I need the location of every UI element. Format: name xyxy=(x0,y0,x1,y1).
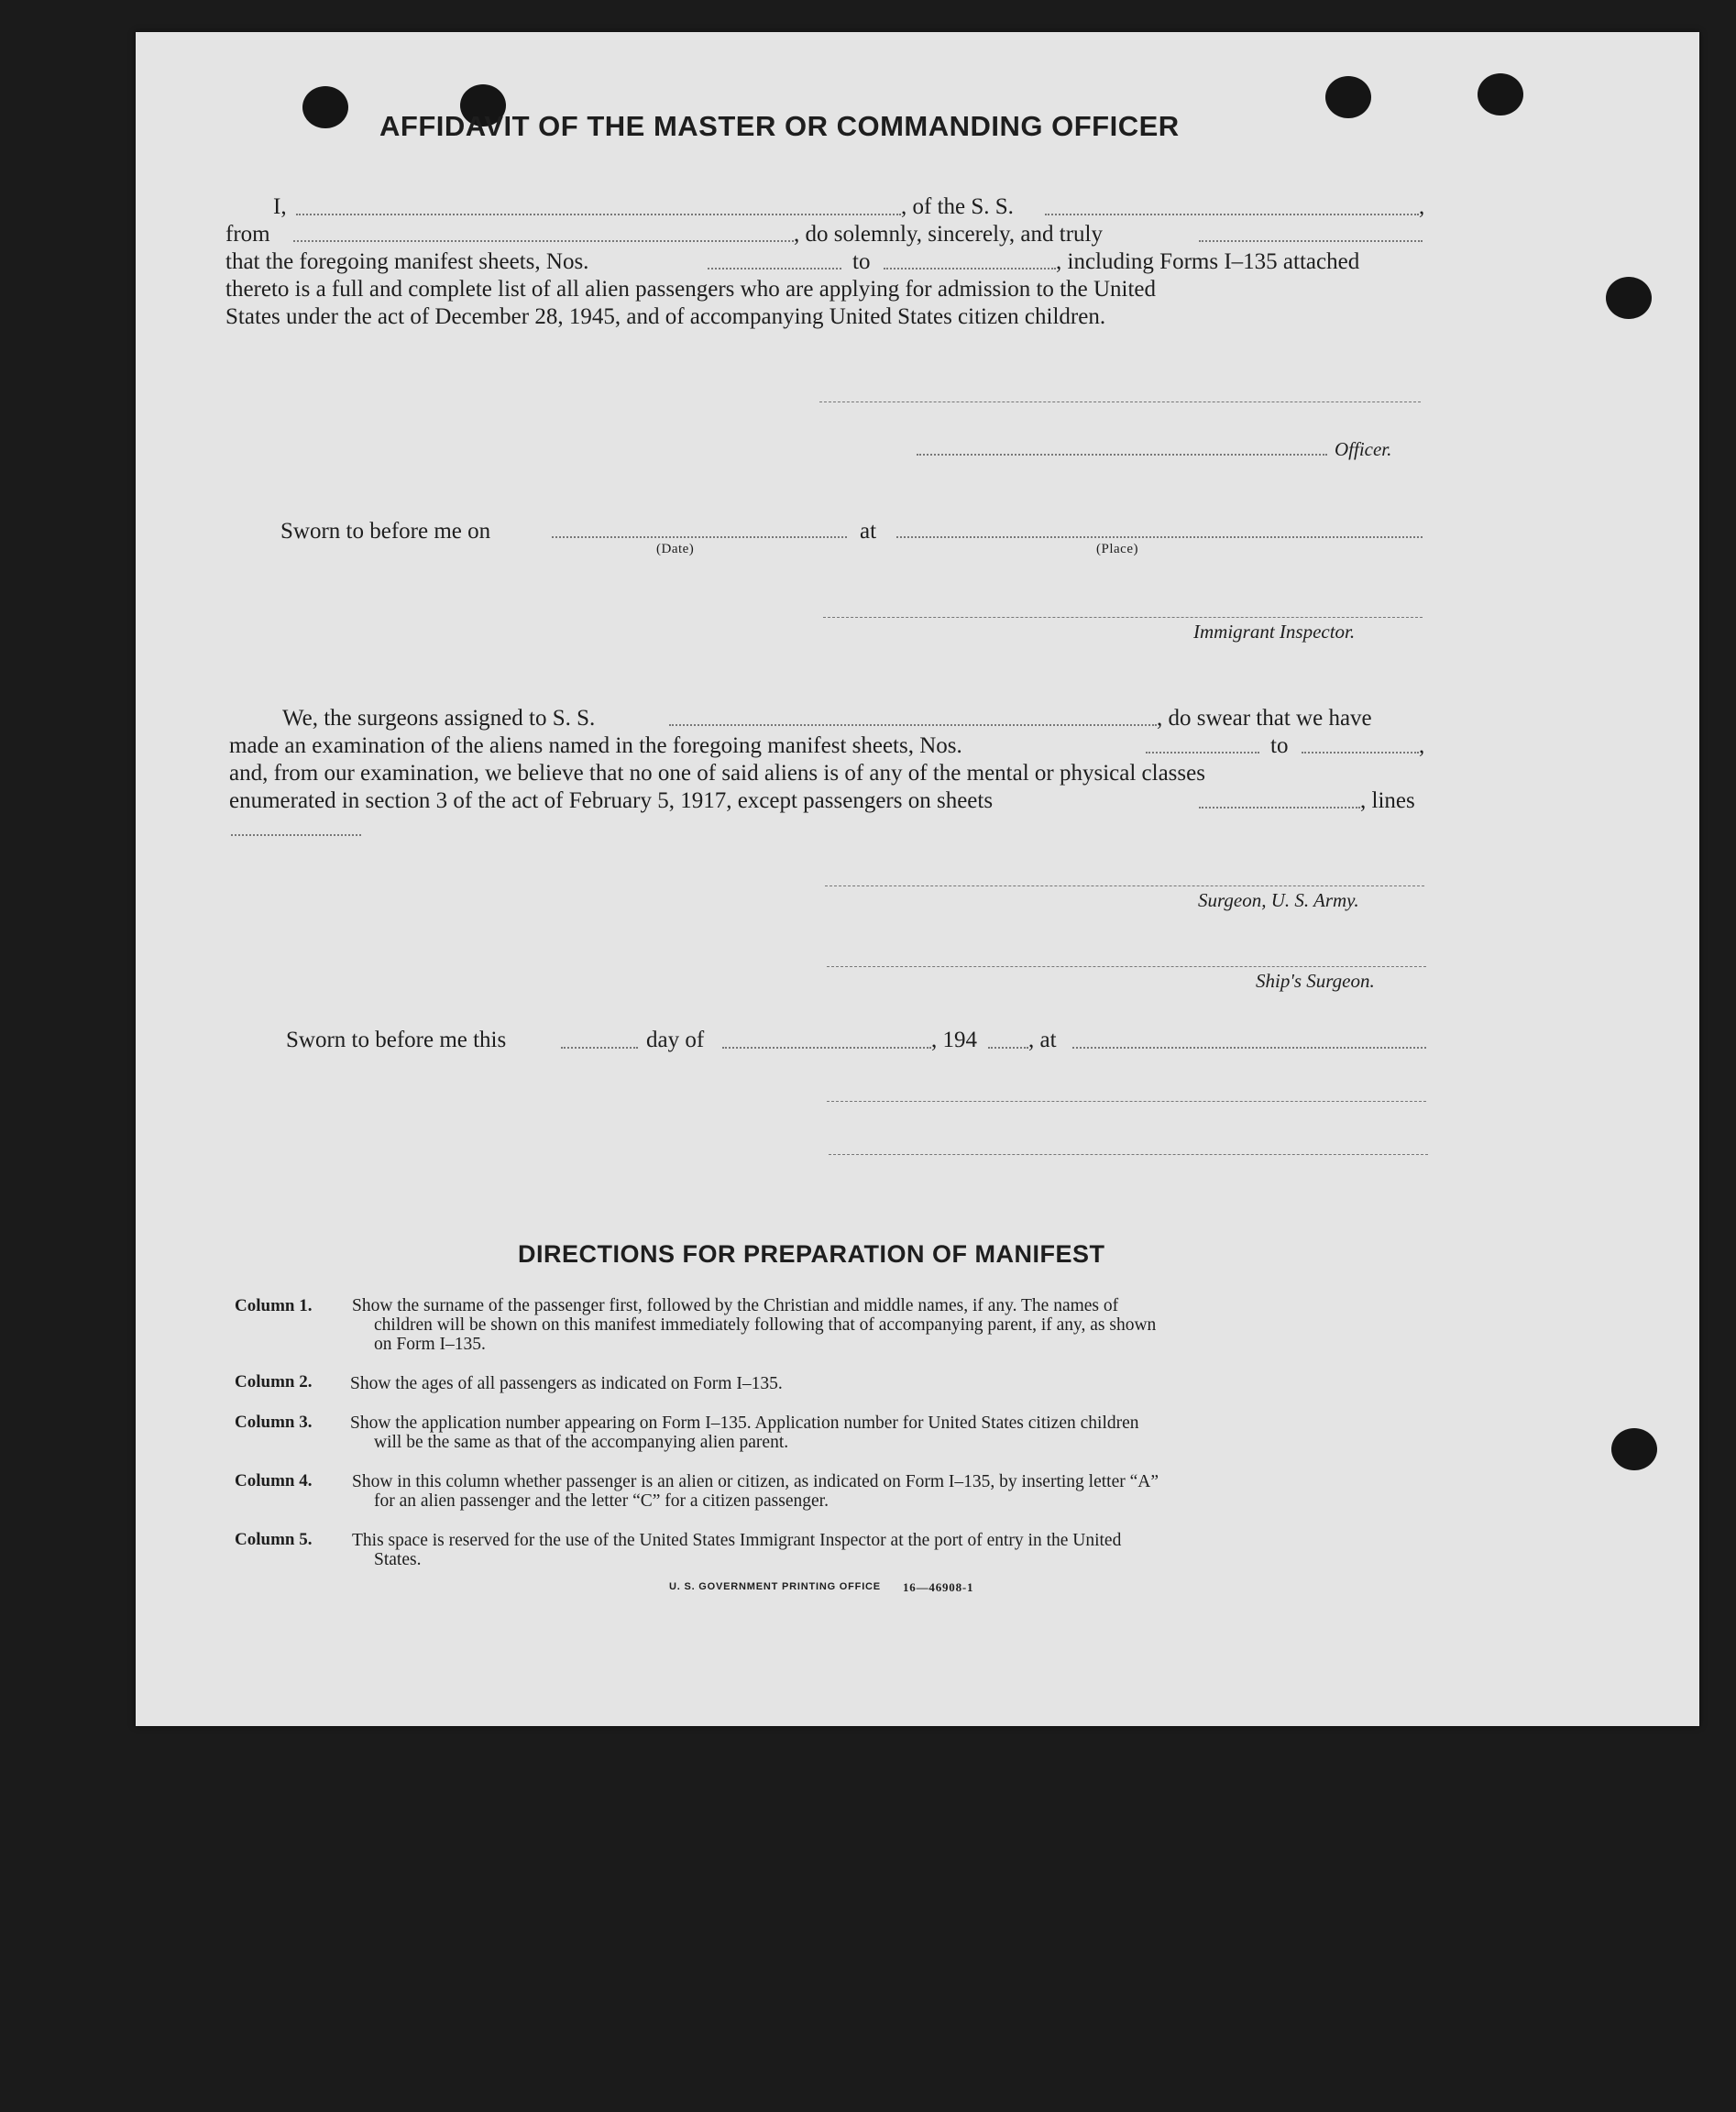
affidavit-line-1-ss: , of the S. S. xyxy=(901,194,1014,219)
affidavit-line-1-i: I, xyxy=(273,194,287,219)
affidavit-title: AFFIDAVIT OF THE MASTER OR COMMANDING OFFICER xyxy=(379,110,1180,142)
column-4-label: Column 4. xyxy=(235,1471,313,1490)
affidavit-line-2-solemnly: , do solemnly, sincerely, and truly xyxy=(794,222,1103,247)
year-digit-field[interactable] xyxy=(988,1047,1028,1049)
surgeons-line-2: made an examination of the aliens named in the foregoing manifest sheets, Nos. xyxy=(229,733,962,758)
affidavit-line-1-comma: , xyxy=(1419,194,1425,219)
official-title-line[interactable] xyxy=(829,1154,1428,1155)
affidavit-line-5: States under the act of December 28, 1945, and of accompanying United States citizen children. xyxy=(225,304,1106,329)
official-signature-line[interactable] xyxy=(827,1101,1426,1102)
column-1-text-1: Show the surname of the passenger first, followed by the Christian and middle names, if any. The names of xyxy=(352,1296,1119,1315)
printing-office-note: U. S. GOVERNMENT PRINTING OFFICE xyxy=(669,1581,881,1592)
army-surgeon-caption: Surgeon, U. S. Army. xyxy=(1198,889,1359,911)
sworn-on-label: Sworn to before me on xyxy=(280,519,491,544)
punch-hole xyxy=(1606,277,1652,319)
column-1-text-2: children will be shown on this manifest immediately following that of accompanying parent, if any, as shown xyxy=(374,1315,1157,1335)
affidavit-line-3-nos: that the foregoing manifest sheets, Nos. xyxy=(225,249,589,274)
officer-caption: Officer. xyxy=(1335,438,1392,460)
sworn-month-field[interactable] xyxy=(722,1047,931,1049)
date-caption: (Date) xyxy=(656,542,695,556)
day-of-label: day of xyxy=(646,1028,705,1052)
column-3-text-2: will be the same as that of the accompanying alien parent. xyxy=(374,1433,789,1452)
surgeons-line-4a: enumerated in section 3 of the act of February 5, 1917, except passengers on sheets xyxy=(229,788,994,813)
inspector-signature-line[interactable] xyxy=(823,617,1423,618)
except-lines-field[interactable] xyxy=(231,834,361,836)
surgeon-ship-field[interactable] xyxy=(669,724,1157,726)
surgeons-line-2-to: to xyxy=(1270,733,1289,758)
sworn-at-label: at xyxy=(860,519,877,544)
place-caption: (Place) xyxy=(1096,542,1138,556)
column-5-text-1: This space is reserved for the use of the United States Immigrant Inspector at the port of entry in the United xyxy=(352,1531,1122,1550)
except-sheets-field[interactable] xyxy=(1199,807,1360,808)
master-name-field[interactable] xyxy=(296,214,901,215)
sworn-at-2-label: , at xyxy=(1028,1028,1057,1052)
form-code-note: 16—46908-1 xyxy=(903,1580,974,1594)
sworn-place-2-field[interactable] xyxy=(1072,1047,1426,1049)
column-4-text-2: for an alien passenger and the letter “C” for a citizen passenger. xyxy=(374,1491,829,1511)
surgeons-line-2-comma: , xyxy=(1419,733,1425,758)
punch-hole xyxy=(1611,1428,1657,1470)
sworn-place-field[interactable] xyxy=(896,536,1423,538)
column-5-label: Column 5. xyxy=(235,1530,313,1549)
ships-surgeon-signature-line[interactable] xyxy=(827,966,1426,967)
sworn-date-field[interactable] xyxy=(552,536,847,538)
column-2-text-1: Show the ages of all passengers as indicated on Form I–135. xyxy=(350,1374,783,1393)
inspector-caption: Immigrant Inspector. xyxy=(1193,621,1356,643)
surgeons-line-3: and, from our examination, we believe that no one of said aliens is of any of the mental or physical classes xyxy=(229,761,1205,786)
column-3-label: Column 3. xyxy=(235,1413,313,1432)
sworn-this-label: Sworn to before me this xyxy=(286,1028,507,1052)
column-1-text-3: on Form I–135. xyxy=(374,1335,486,1354)
affidavit-line-2-from: from xyxy=(225,222,270,247)
ships-surgeon-caption: Ship's Surgeon. xyxy=(1256,970,1375,992)
sheet-to-field[interactable] xyxy=(884,268,1056,270)
column-2-label: Column 2. xyxy=(235,1372,313,1392)
surgeons-line-4b: , lines xyxy=(1360,788,1415,813)
punch-hole xyxy=(1325,76,1371,118)
surgeons-line-1b: , do swear that we have xyxy=(1157,706,1372,731)
departure-port-field[interactable] xyxy=(293,240,794,242)
affidavit-line-3-forms: , including Forms I–135 attached xyxy=(1056,249,1360,274)
affidavit-line-3-to: to xyxy=(852,249,871,274)
punch-hole xyxy=(1478,73,1523,116)
directions-title: DIRECTIONS FOR PREPARATION OF MANIFEST xyxy=(518,1240,1105,1268)
year-label: , 194 xyxy=(931,1028,977,1052)
sworn-day-field[interactable] xyxy=(561,1047,638,1049)
surgeon-sheet-from-field[interactable] xyxy=(1146,752,1259,754)
ship-name-field[interactable] xyxy=(1045,214,1419,215)
surgeons-line-1a: We, the surgeons assigned to S. S. xyxy=(282,706,596,731)
column-3-text-1: Show the application number appearing on Form I–135. Application number for United States citizen children xyxy=(350,1414,1139,1433)
officer-signature-line[interactable] xyxy=(917,454,1327,456)
column-5-text-2: States. xyxy=(374,1550,422,1569)
surgeon-sheet-to-field[interactable] xyxy=(1302,752,1419,754)
affidavit-line-4: thereto is a full and complete list of all alien passengers who are applying for admission to the United xyxy=(225,277,1157,302)
column-1-label: Column 1. xyxy=(235,1296,313,1315)
sheet-from-field[interactable] xyxy=(708,268,841,270)
punch-hole xyxy=(302,86,348,128)
oath-field[interactable] xyxy=(1199,240,1423,242)
column-4-text-1: Show in this column whether passenger is an alien or citizen, as indicated on Form I–135, by inserting letter “A” xyxy=(352,1472,1159,1491)
